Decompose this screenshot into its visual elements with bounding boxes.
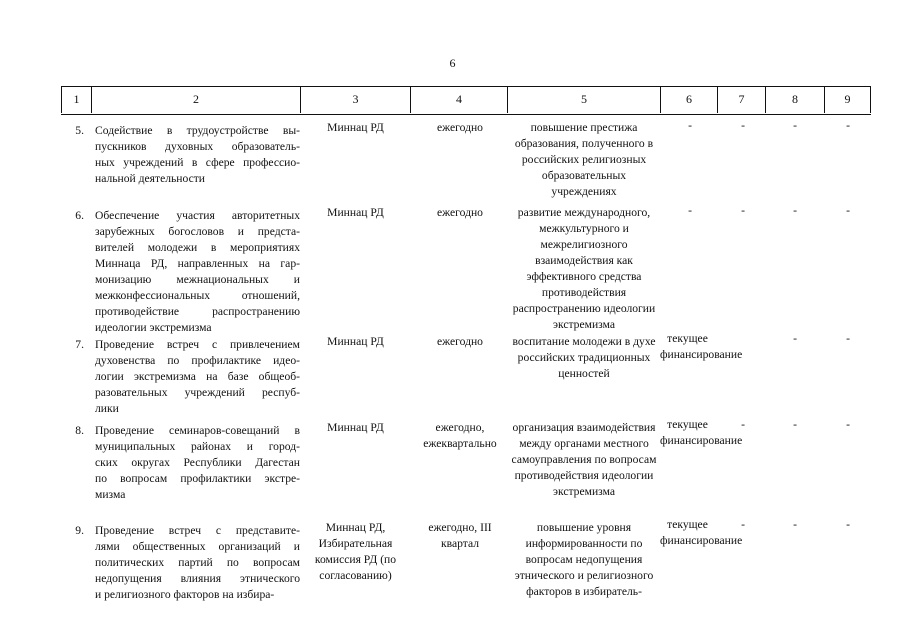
row-col8: - bbox=[793, 332, 797, 345]
row-description bbox=[95, 337, 300, 417]
header-cell-3: 3 bbox=[300, 86, 410, 113]
header-cell-1: 1 bbox=[61, 86, 91, 113]
row-number: 6. bbox=[75, 209, 84, 222]
row-expected-result: развитие международного, межкультурного и межрелигиозного взаимодействия как эффективного средства противодействия распространению идеологии экстремизма bbox=[512, 206, 656, 331]
row-executor: Миннац РД bbox=[327, 121, 384, 134]
description-line: лики bbox=[95, 402, 119, 415]
row-expected-result: воспитание молодежи в духе российских традиционных ценностей bbox=[512, 335, 656, 380]
description-line: мизма bbox=[95, 488, 126, 501]
description-line: ных учреждений в сфере профессио- bbox=[95, 156, 300, 169]
row-col9: - bbox=[846, 418, 850, 431]
description-line: Обеспечение участия авторитетных bbox=[95, 209, 300, 222]
row-col9: - bbox=[846, 518, 850, 531]
description-line: идеологии экстремизма bbox=[95, 321, 212, 334]
row-number: 5. bbox=[75, 124, 84, 137]
description-line: Содействие в трудоустройстве вы- bbox=[95, 124, 300, 137]
row-financing: текущее финансирование bbox=[660, 418, 743, 447]
description-line: Проведение семинаров-совещаний в bbox=[95, 424, 300, 437]
row-description bbox=[95, 523, 300, 603]
row-deadline: ежегодно bbox=[437, 121, 483, 134]
row-col8: - bbox=[793, 204, 797, 217]
description-line: противодействие распространению bbox=[95, 305, 300, 318]
header-cell-8: 8 bbox=[765, 86, 824, 113]
row-deadline: ежегодно, III квартал bbox=[428, 521, 492, 550]
description-line: лями общественных организаций и bbox=[95, 540, 300, 553]
row-col8: - bbox=[793, 119, 797, 132]
row-deadline: ежегодно bbox=[437, 335, 483, 348]
row-description bbox=[95, 423, 300, 503]
row-expected-result: повышение престижа образования, полученного в российских религиозных образовательных учреждениях bbox=[514, 121, 654, 198]
header-cell-4: 4 bbox=[410, 86, 507, 113]
description-line: монизацию межнациональных и bbox=[95, 273, 300, 286]
description-line: ских округах Республики Дагестан bbox=[95, 456, 300, 469]
description-line: вителей молодежи в мероприятиях bbox=[95, 241, 300, 254]
row-number: 7. bbox=[75, 338, 84, 351]
row-number: 8. bbox=[75, 424, 84, 437]
row-col7: - bbox=[741, 418, 745, 431]
header-cell-2: 2 bbox=[91, 86, 300, 113]
row-col7: - bbox=[741, 119, 745, 132]
header-cell-7: 7 bbox=[717, 86, 765, 113]
description-line: муниципальных районах и город- bbox=[95, 440, 300, 453]
description-line: Миннаца РД, направленных на гар- bbox=[95, 257, 300, 270]
row-executor: Миннац РД bbox=[327, 206, 384, 219]
row-executor: Миннац РД bbox=[327, 421, 384, 434]
description-line: и религиозного факторов на избира- bbox=[95, 588, 275, 601]
row-col7: - bbox=[741, 204, 745, 217]
description-line: политических партий по вопросам bbox=[95, 556, 300, 569]
description-line: зарубежных богословов и предста- bbox=[95, 225, 300, 238]
description-line: недопущения влияния этнического bbox=[95, 572, 300, 585]
row-deadline: ежегодно bbox=[437, 206, 483, 219]
row-col8: - bbox=[793, 418, 797, 431]
row-col8: - bbox=[793, 518, 797, 531]
row-col9: - bbox=[846, 119, 850, 132]
row-description bbox=[95, 123, 300, 187]
row-col9: - bbox=[846, 204, 850, 217]
page-number: 6 bbox=[449, 56, 456, 70]
header-cell-5: 5 bbox=[507, 86, 660, 113]
description-line: нальной деятельности bbox=[95, 172, 205, 185]
row-expected-result: повышение уровня информированности по вопросам недопущения этнического и религиозного факторов в избиратель- bbox=[514, 521, 654, 598]
row-deadline: ежегодно, ежеквартально bbox=[423, 421, 497, 450]
row-executor: Миннац РД, Избирательная комиссия РД (по согласованию) bbox=[314, 521, 397, 582]
row-expected-result: организация взаимодействия между органами местного самоуправления по вопросам противодействия идеологии экстремизма bbox=[511, 421, 657, 498]
description-line: Проведение встреч с представите- bbox=[95, 524, 300, 537]
header-cell-9: 9 bbox=[824, 86, 871, 113]
row-col7: - bbox=[741, 518, 745, 531]
row-number: 9. bbox=[75, 524, 84, 537]
row-col6: - bbox=[688, 204, 692, 217]
row-financing: текущее финансирование bbox=[660, 518, 743, 547]
description-line: пускников духовных образователь- bbox=[95, 140, 300, 153]
row-executor: Миннац РД bbox=[327, 335, 384, 348]
header-cell-6: 6 bbox=[660, 86, 717, 113]
description-line: разовательных учреждений респуб- bbox=[95, 386, 300, 399]
description-line: духовенства по профилактике идео- bbox=[95, 354, 300, 367]
row-description bbox=[95, 208, 300, 336]
row-col6: - bbox=[688, 119, 692, 132]
description-line: по вопросам профилактики экстре- bbox=[95, 472, 300, 485]
row-col9: - bbox=[846, 332, 850, 345]
row-financing: текущее финансирование bbox=[660, 332, 743, 361]
description-line: межконфессиональных отношений, bbox=[95, 289, 300, 302]
description-line: логии экстремизма на базе общеоб- bbox=[95, 370, 300, 383]
description-line: Проведение встреч с привлечением bbox=[95, 338, 300, 351]
